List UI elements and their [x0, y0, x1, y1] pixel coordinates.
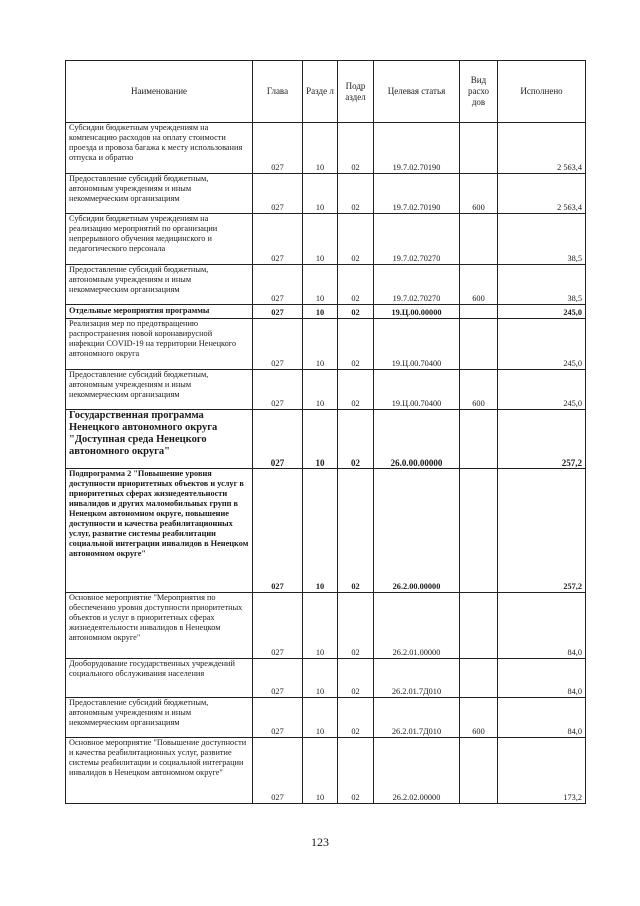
row-expense-type: 600	[460, 265, 498, 305]
table-row	[66, 593, 586, 659]
row-section: 10	[303, 214, 338, 265]
row-section: 10	[303, 305, 338, 319]
row-name: Отдельные мероприятия программы	[66, 305, 253, 319]
row-expense-type	[460, 410, 498, 469]
row-section: 10	[303, 319, 338, 370]
table-row	[66, 659, 586, 698]
row-executed: 245,0	[498, 319, 586, 370]
row-subsection: 02	[338, 738, 374, 804]
table-row	[66, 469, 586, 593]
page-number: 123	[311, 835, 329, 849]
header-chapter: Глава	[253, 61, 303, 123]
row-target: 19.Ц.00.00000	[374, 305, 460, 319]
row-target: 26.2.01.7Д010	[374, 698, 460, 738]
table-row	[66, 410, 586, 469]
row-expense-type	[460, 319, 498, 370]
row-subsection: 02	[338, 214, 374, 265]
row-section: 10	[303, 659, 338, 698]
row-executed: 84,0	[498, 659, 586, 698]
row-subsection: 02	[338, 659, 374, 698]
row-name: Субсидии бюджетным учреждениям на компенсацию расходов на оплату стоимости проезда и провоза багажа к месту использования отпуска и обратно	[66, 123, 253, 174]
row-chapter: 027	[253, 593, 303, 659]
table-row	[66, 738, 586, 804]
row-chapter: 027	[253, 469, 303, 593]
row-name: Предоставление субсидий бюджетным, автономным учреждениям и иным некоммерческим организациям	[66, 174, 253, 214]
row-executed: 245,0	[498, 370, 586, 410]
row-name: Дооборудование государственных учреждений социального обслуживания населения	[66, 659, 253, 698]
row-expense-type	[460, 214, 498, 265]
row-subsection: 02	[338, 174, 374, 214]
header-executed: Исполнено	[498, 61, 586, 123]
header-section: Разде л	[303, 61, 338, 123]
row-subsection: 02	[338, 469, 374, 593]
row-name: Предоставление субсидий бюджетным, автономным учреждениям и иным некоммерческим организациям	[66, 265, 253, 305]
row-target: 19.Ц.00.70400	[374, 319, 460, 370]
row-target: 26.2.02.00000	[374, 738, 460, 804]
row-expense-type: 600	[460, 370, 498, 410]
header-subsection: Подр аздел	[338, 61, 374, 123]
row-section: 10	[303, 265, 338, 305]
row-expense-type: 600	[460, 174, 498, 214]
row-subsection: 02	[338, 265, 374, 305]
row-executed: 38,5	[498, 265, 586, 305]
table-row	[66, 265, 586, 305]
row-chapter: 027	[253, 659, 303, 698]
row-executed: 257,2	[498, 410, 586, 469]
row-target: 26.0.00.00000	[374, 410, 460, 469]
row-name: Основное мероприятие "Повышение доступности и качества реабилитационных услуг, развитие системы реабилитации и социальной интеграции инвалидов в Ненецком автономном округе"	[66, 738, 253, 804]
row-chapter: 027	[253, 265, 303, 305]
row-target: 19.7.02.70270	[374, 265, 460, 305]
row-expense-type	[460, 659, 498, 698]
row-subsection: 02	[338, 698, 374, 738]
row-name: Государственная программа Ненецкого автономного округа "Доступная среда Ненецкого автономного округа"	[66, 410, 253, 469]
table-row	[66, 123, 586, 174]
row-chapter: 027	[253, 214, 303, 265]
row-target: 19.7.02.70270	[374, 214, 460, 265]
header-row	[66, 61, 586, 123]
row-name: Реализация мер по предотвращению распространения новой коронавирусной инфекции COVID-19 на территории Ненецкого автономного округа	[66, 319, 253, 370]
row-chapter: 027	[253, 698, 303, 738]
row-section: 10	[303, 738, 338, 804]
row-expense-type	[460, 123, 498, 174]
row-subsection: 02	[338, 410, 374, 469]
row-expense-type	[460, 305, 498, 319]
row-chapter: 027	[253, 174, 303, 214]
row-subsection: 02	[338, 593, 374, 659]
table-row	[66, 319, 586, 370]
row-name: Субсидии бюджетным учреждениям на реализацию мероприятий по организации непрерывного обучения медицинского и педагогического персонала	[66, 214, 253, 265]
row-section: 10	[303, 469, 338, 593]
row-expense-type	[460, 469, 498, 593]
row-chapter: 027	[253, 410, 303, 469]
row-chapter: 027	[253, 738, 303, 804]
row-target: 19.7.02.70190	[374, 174, 460, 214]
row-chapter: 027	[253, 305, 303, 319]
row-section: 10	[303, 698, 338, 738]
row-section: 10	[303, 410, 338, 469]
table-row	[66, 370, 586, 410]
table-row	[66, 174, 586, 214]
row-name: Предоставление субсидий бюджетным, автономным учреждениям и иным некоммерческим организациям	[66, 370, 253, 410]
header-name: Наименование	[66, 61, 253, 123]
row-section: 10	[303, 174, 338, 214]
row-executed: 38,5	[498, 214, 586, 265]
row-executed: 2 563,4	[498, 123, 586, 174]
row-subsection: 02	[338, 370, 374, 410]
header-target: Целевая статья	[374, 61, 460, 123]
row-section: 10	[303, 593, 338, 659]
row-subsection: 02	[338, 305, 374, 319]
row-section: 10	[303, 370, 338, 410]
row-subsection: 02	[338, 123, 374, 174]
budget-table	[65, 60, 586, 804]
row-chapter: 027	[253, 123, 303, 174]
row-target: 26.2.01.7Д010	[374, 659, 460, 698]
row-section: 10	[303, 123, 338, 174]
row-expense-type	[460, 738, 498, 804]
table-row	[66, 214, 586, 265]
row-chapter: 027	[253, 319, 303, 370]
row-executed: 84,0	[498, 593, 586, 659]
row-target: 26.2.01.00000	[374, 593, 460, 659]
row-target: 19.Ц.00.70400	[374, 370, 460, 410]
row-executed: 257,2	[498, 469, 586, 593]
table-row	[66, 698, 586, 738]
header-expense-type: Вид расхо дов	[460, 61, 498, 123]
row-expense-type	[460, 593, 498, 659]
table-row	[66, 305, 586, 319]
row-subsection: 02	[338, 319, 374, 370]
row-target: 26.2.00.00000	[374, 469, 460, 593]
row-executed: 2 563,4	[498, 174, 586, 214]
row-name: Предоставление субсидий бюджетным, автономным учреждениям и иным некоммерческим организациям	[66, 698, 253, 738]
row-executed: 84,0	[498, 698, 586, 738]
row-executed: 245,0	[498, 305, 586, 319]
row-name: Основное мероприятие "Мероприятия по обеспечению уровня доступности приоритетных объектов и услуг в приоритетных сферах жизнедеятельности инвалидов в Ненецком автономном округе"	[66, 593, 253, 659]
row-name: Подпрограмма 2 "Повышение уровня доступности приоритетных объектов и услуг в приоритетных сферах жизнедеятельности инвалидов и других маломобильных групп в Ненецком автономном округе, повышение доступности и качества реабилитационных услуг, развитие системы реабилитации социальной интеграции инвалидов в Ненецком автономном округе"	[66, 469, 253, 593]
row-target: 19.7.02.70190	[374, 123, 460, 174]
row-executed: 173,2	[498, 738, 586, 804]
row-chapter: 027	[253, 370, 303, 410]
row-expense-type: 600	[460, 698, 498, 738]
